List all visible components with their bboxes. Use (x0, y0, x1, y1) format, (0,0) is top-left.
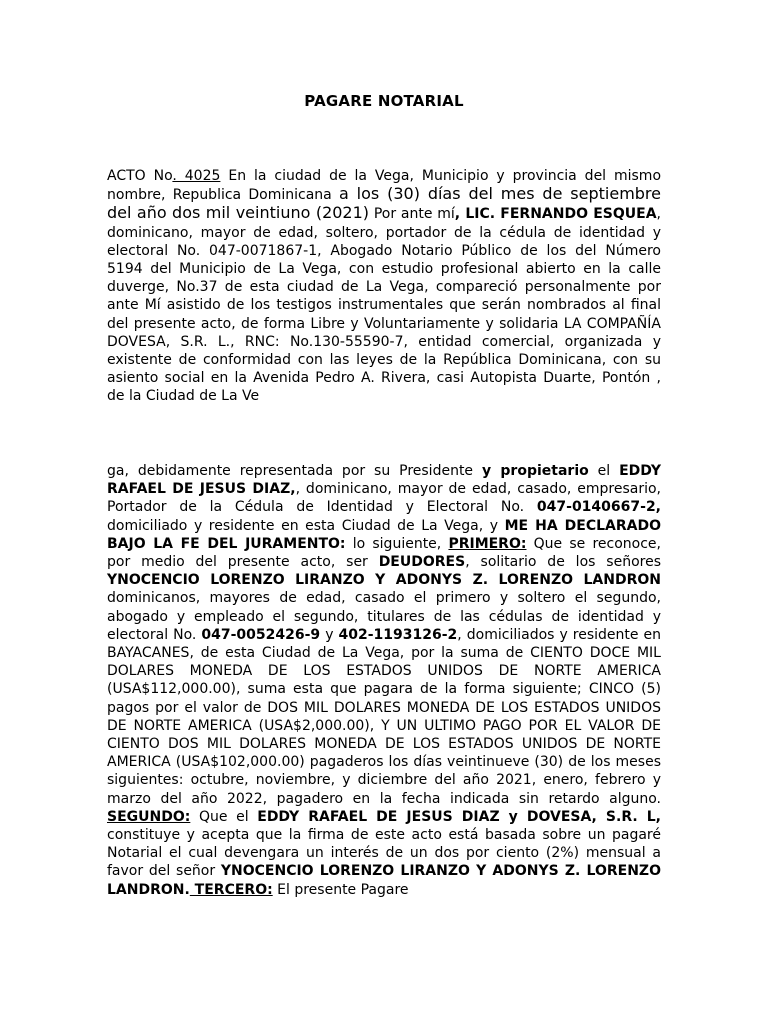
before-notary-text: Por ante mí (369, 206, 455, 223)
acto-label: ACTO No (107, 168, 173, 184)
creditor-id-2: 402-1193126-2 (338, 626, 458, 643)
creditors-names-2: YNOCENCIO LORENZO LIRANZO Y ADONYS Z. LORENZO LANDRON. (107, 863, 661, 898)
text-segment: el (588, 463, 620, 479)
deudores-label: DEUDORES (378, 554, 466, 571)
text-segment: constituye y acepta que la firma de este acto está basada sobre un pagaré Notarial el cual devengara un interés de un dos por ciento (2%) mensual a favor del señor (107, 827, 661, 880)
text-segment: , solitario de los señores (465, 554, 661, 571)
text-segment: domiciliado y residente en esta Ciudad de La Vega, y (107, 517, 505, 534)
clause-segundo-label: SEGUNDO: (107, 808, 191, 825)
oath-declaration: ME HA DECLARADO BAJO LA FE DEL JURAMENTO: (107, 517, 661, 552)
text-segment: ga, debidamente representada por su Presidente (107, 463, 482, 479)
intro-text: En la ciudad de la Vega, Municipio y provincia del mismo nombre, Republica Dominicana (107, 168, 662, 204)
paragraph-declaration (107, 462, 661, 899)
text-bold: y propietario (481, 463, 589, 479)
clause-primero-label: PRIMERO: (448, 535, 527, 552)
text-segment: , domiciliados y residente en BAYACANES, de esta Ciudad de La Vega, por la suma de CIENTO DOCE MIL DOLARES MONEDA DE LOS ESTADOS UNIDOS DE NORTE AMERICA (USA$112,000.00), suma esta que pagara de la forma siguiente; CINCO (5) pagos por el valor de DOS MIL DOLARES MONEDA DE LOS ESTADOS UNIDOS DE NORTE AMERICA (USA$2,000.00), Y UN ULTIMO PAGO POR EL VALOR DE CIENTO DOS MIL DOLARES MONEDA DE LOS ESTADOS UNIDOS DE NORTE AMERICA (USA$102,000.00) pagaderos los días veintinueve (30) de los meses siguientes: octubre, noviembre, y diciembre del año 2021, enero, febrero y marzo del año 2022, pagadero en la fecha indicada sin retardo alguno. (107, 626, 661, 807)
president-name: EDDY RAFAEL DE JESUS DIAZ, (107, 463, 661, 498)
president-id-number: 047-0140667-2, (536, 499, 661, 516)
date-text: a los (30) días del mes de septiembre del año dos mil veintiuno (2021) (107, 184, 662, 223)
text-segment: Que se reconoce, por medio del presente acto, ser (107, 535, 661, 571)
creditors-names: YNOCENCIO LORENZO LIRANZO Y ADONYS Z. LORENZO LANDRON (107, 572, 661, 589)
text-segment: El presente Pagare (272, 881, 409, 898)
text-segment: Que el (190, 808, 258, 825)
clause-tercero-label: TERCERO: (189, 881, 273, 898)
text-segment: , dominicano, mayor de edad, casado, empresario, Portador de la Cédula de Identidad y Electoral No. (107, 481, 661, 516)
debtors-names: EDDY RAFAEL DE JESUS DIAZ y DOVESA, S.R. L, (257, 808, 661, 825)
creditor-id-1: 047-0052426-9 (201, 626, 321, 643)
intro-body-text: , dominicano, mayor de edad, soltero, portador de la cédula de identidad y electoral No. 047-0071867-1, Abogado Notario Público de los del Número 5194 del Municipio de La Vega, con estudio profesional abierto en la calle duverge, No.37 de esta ciudad de La Vega, compareció personalmente por ante Mí asistido de los testigos instrumentales que serán nombrados al final del presente acto, de forma Libre y Voluntariamente y solidaria LA COMPAÑÍA DOVESA, S.R. L., RNC: No.130-55590-7, entidad comercial, organizada y existente de conformidad con las leyes de la República Dominicana, con su asiento social en la Avenida Pedro A. Rivera, casi Autopista Duarte, Pontón , de la Ciudad de La Ve (107, 206, 661, 405)
paragraph-intro (107, 167, 661, 406)
document-title: PAGARE NOTARIAL (304, 92, 464, 110)
text-segment: y (320, 626, 339, 643)
acto-number: . 4025 (172, 168, 221, 184)
notary-name: , LIC. FERNANDO ESQUEA (454, 206, 657, 223)
text-segment: lo siguiente, (345, 535, 449, 552)
text-segment: dominicanos, mayores de edad, casado el primero y soltero el segundo, abogado y empleado el segundo, titulares de las cédulas de identidad y electoral No. (107, 590, 661, 643)
